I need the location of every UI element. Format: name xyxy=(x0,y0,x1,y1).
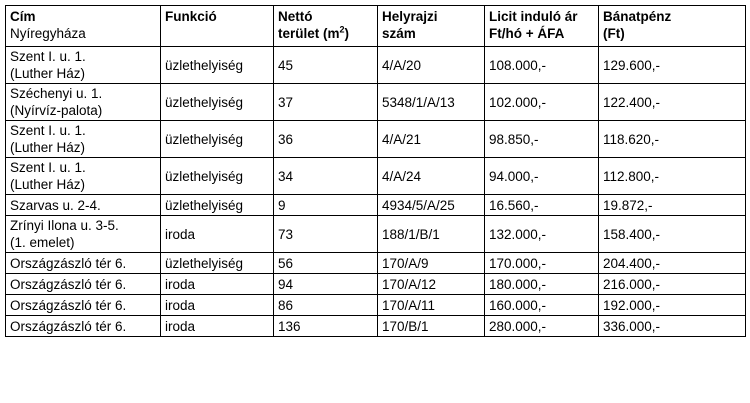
header-area: Nettó terület $(m^2)$ xyxy=(274,6,378,47)
cell-price: 160.000,- xyxy=(485,295,599,316)
cell-address xyxy=(6,316,161,337)
address-line: Országzászló tér 6. xyxy=(10,318,127,334)
table-header-row xyxy=(6,6,746,47)
cell-area: 136 xyxy=(274,316,378,337)
cell-deposit: 158.400,- xyxy=(599,216,746,253)
cell-price: 102.000,- xyxy=(485,84,599,121)
cell-function: iroda xyxy=(161,295,274,316)
table-row xyxy=(6,158,746,195)
address-line: Országzászló tér 6. xyxy=(10,255,127,271)
cell-parcel: 4/A/21 xyxy=(378,121,485,158)
cell-deposit: 129.600,- xyxy=(599,47,746,84)
property-listing-table xyxy=(5,5,746,337)
cell-function: üzlethelyiség xyxy=(161,195,274,216)
cell-address xyxy=(6,295,161,316)
cell-deposit: 204.400,- xyxy=(599,253,746,274)
table-row xyxy=(6,195,746,216)
cell-parcel: 5348/1/A/13 xyxy=(378,84,485,121)
cell-address xyxy=(6,84,161,121)
cell-deposit: 192.000,- xyxy=(599,295,746,316)
table-row xyxy=(6,274,746,295)
cell-area: 56 xyxy=(274,253,378,274)
header-deposit: Bánatpénz (Ft) xyxy=(599,6,746,47)
cell-area: 36 xyxy=(274,121,378,158)
cell-price: 170.000,- xyxy=(485,253,599,274)
table-row xyxy=(6,316,746,337)
cell-deposit: 112.800,- xyxy=(599,158,746,195)
header-address: Cím Nyíregyháza xyxy=(6,6,161,47)
address-line: Országzászló tér 6. xyxy=(10,276,127,292)
cell-price: 280.000,- xyxy=(485,316,599,337)
table-row xyxy=(6,121,746,158)
cell-price: 180.000,- xyxy=(485,274,599,295)
cell-address xyxy=(6,253,161,274)
cell-parcel: 170/A/9 xyxy=(378,253,485,274)
cell-parcel: 170/A/11 xyxy=(378,295,485,316)
cell-deposit: 336.000,- xyxy=(599,316,746,337)
header-function: Funkció xyxy=(161,6,274,47)
address-line: (Luther Ház) xyxy=(10,66,86,81)
cell-address xyxy=(6,121,161,158)
cell-deposit: 118.620,- xyxy=(599,121,746,158)
cell-price: 16.560,- xyxy=(485,195,599,216)
address-line: Szarvas u. 2-4. xyxy=(10,197,101,213)
header-parcel: Helyrajzi szám xyxy=(378,6,485,47)
cell-area: 86 xyxy=(274,295,378,316)
cell-address xyxy=(6,158,161,195)
cell-function: üzlethelyiség xyxy=(161,158,274,195)
address-line: Szent I. u. 1. xyxy=(10,160,86,175)
cell-address xyxy=(6,195,161,216)
cell-function: üzlethelyiség xyxy=(161,121,274,158)
cell-deposit: 216.000,- xyxy=(599,274,746,295)
cell-area: 94 xyxy=(274,274,378,295)
cell-deposit: 122.400,- xyxy=(599,84,746,121)
header-price: Licit induló ár Ft/hó + ÁFA xyxy=(485,6,599,47)
address-line: Szent I. u. 1. xyxy=(10,123,86,138)
cell-parcel: 4/A/20 xyxy=(378,47,485,84)
address-line: Országzászló tér 6. xyxy=(10,297,127,313)
cell-address xyxy=(6,216,161,253)
cell-parcel: 4/A/24 xyxy=(378,158,485,195)
table-row xyxy=(6,84,746,121)
address-line: (Nyírvíz-palota) xyxy=(10,103,103,118)
cell-address xyxy=(6,47,161,84)
cell-area: 45 xyxy=(274,47,378,84)
cell-area: 37 xyxy=(274,84,378,121)
cell-area: 34 xyxy=(274,158,378,195)
cell-parcel: 4934/5/A/25 xyxy=(378,195,485,216)
cell-price: 94.000,- xyxy=(485,158,599,195)
cell-address xyxy=(6,274,161,295)
table-row xyxy=(6,216,746,253)
cell-function: üzlethelyiség xyxy=(161,253,274,274)
cell-area: 73 xyxy=(274,216,378,253)
address-line: (1. emelet) xyxy=(10,235,75,250)
table-row xyxy=(6,47,746,84)
cell-parcel: 170/A/12 xyxy=(378,274,485,295)
address-line: Zrínyi Ilona u. 3-5. xyxy=(10,218,119,233)
address-line: Szent I. u. 1. xyxy=(10,49,86,64)
address-line: (Luther Ház) xyxy=(10,140,86,155)
cell-parcel: 170/B/1 xyxy=(378,316,485,337)
cell-function: iroda xyxy=(161,216,274,253)
table-row xyxy=(6,253,746,274)
table-body xyxy=(6,47,746,337)
cell-price: 132.000,- xyxy=(485,216,599,253)
cell-parcel: 188/1/B/1 xyxy=(378,216,485,253)
cell-price: 98.850,- xyxy=(485,121,599,158)
cell-function: üzlethelyiség xyxy=(161,47,274,84)
cell-area: 9 xyxy=(274,195,378,216)
cell-deposit: 19.872,- xyxy=(599,195,746,216)
cell-price: 108.000,- xyxy=(485,47,599,84)
address-line: Széchenyi u. 1. xyxy=(10,86,103,101)
cell-function: iroda xyxy=(161,274,274,295)
table-row xyxy=(6,295,746,316)
cell-function: üzlethelyiség xyxy=(161,84,274,121)
cell-function: iroda xyxy=(161,316,274,337)
address-line: (Luther Ház) xyxy=(10,177,86,192)
